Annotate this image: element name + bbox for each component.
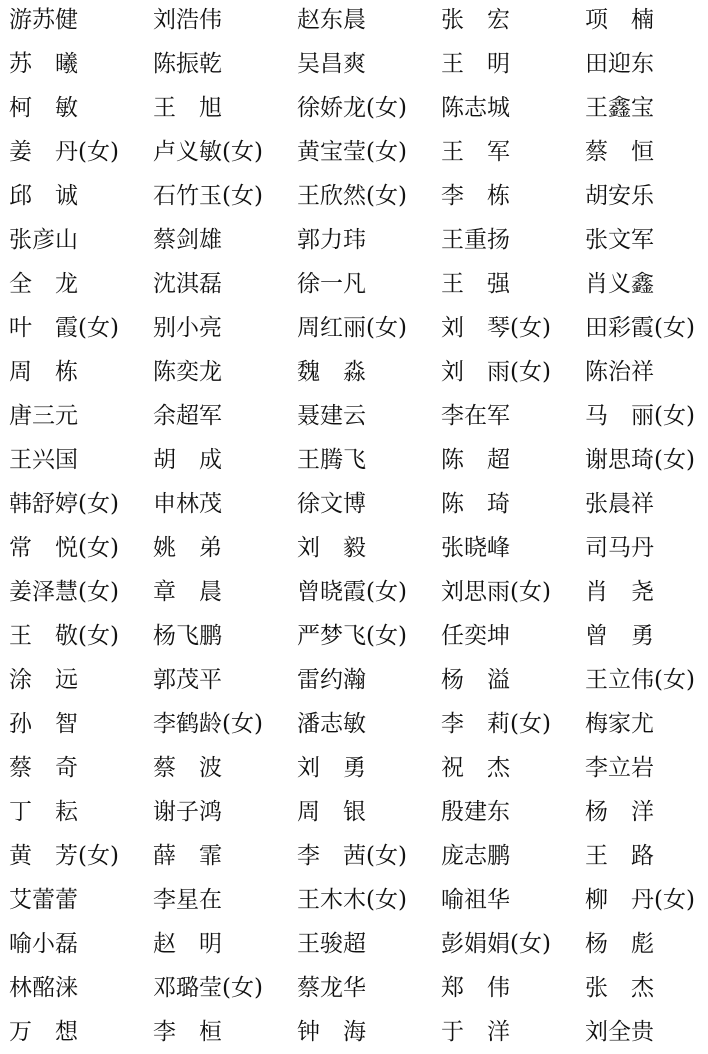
- name-entry: 刘思雨(女): [441, 579, 551, 605]
- name-row: [0, 922, 708, 966]
- name-row: [0, 1010, 708, 1054]
- name-entry: 杨 彪: [585, 931, 654, 957]
- name-entry: 王 旭: [153, 95, 222, 121]
- name-entry: 石竹玉(女): [153, 183, 263, 209]
- name-entry: 杨 溢: [441, 667, 510, 693]
- name-entry: 蔡 奇: [9, 755, 78, 781]
- name-entry: 胡 成: [153, 447, 222, 473]
- name-entry: 周 栋: [9, 359, 78, 385]
- name-entry: 徐文博: [297, 491, 366, 517]
- name-row: [0, 86, 708, 130]
- name-entry: 蔡龙华: [297, 975, 366, 1001]
- name-entry: 赵东晨: [297, 7, 366, 33]
- name-row: [0, 614, 708, 658]
- name-entry: 任奕坤: [441, 623, 510, 649]
- name-entry: 王木木(女): [297, 887, 407, 913]
- name-row: [0, 834, 708, 878]
- name-entry: 李立岩: [585, 755, 654, 781]
- name-entry: 张文军: [585, 227, 654, 253]
- name-entry: 钟 海: [297, 1019, 366, 1045]
- name-entry: 郑 伟: [441, 975, 510, 1001]
- name-entry: 王欣然(女): [297, 183, 407, 209]
- name-entry: 聂建云: [297, 403, 366, 429]
- name-entry: 庞志鹏: [441, 843, 510, 869]
- name-entry: 徐一凡: [297, 271, 366, 297]
- name-row: [0, 350, 708, 394]
- name-entry: 蔡剑雄: [153, 227, 222, 253]
- name-entry: 刘 毅: [297, 535, 366, 561]
- name-entry: 于 洋: [441, 1019, 510, 1045]
- name-entry: 杨 洋: [585, 799, 654, 825]
- name-row: [0, 42, 708, 86]
- name-entry: 彭娟娟(女): [441, 931, 551, 957]
- name-entry: 郭力玮: [297, 227, 366, 253]
- name-entry: 韩舒婷(女): [9, 491, 119, 517]
- name-entry: 潘志敏: [297, 711, 366, 737]
- name-entry: 祝 杰: [441, 755, 510, 781]
- name-row: [0, 306, 708, 350]
- name-entry: 蔡 恒: [585, 139, 654, 165]
- name-entry: 徐娇龙(女): [297, 95, 407, 121]
- name-entry: 张晓峰: [441, 535, 510, 561]
- name-entry: 林酩涞: [9, 975, 78, 1001]
- name-entry: 苏 曦: [9, 51, 78, 77]
- name-entry: 卢义敏(女): [153, 139, 263, 165]
- name-row: [0, 526, 708, 570]
- name-entry: 陈志城: [441, 95, 510, 121]
- name-entry: 谢思琦(女): [585, 447, 695, 473]
- name-entry: 张彦山: [9, 227, 78, 253]
- name-entry: 艾蕾蕾: [9, 887, 78, 913]
- name-entry: 肖 尧: [585, 579, 654, 605]
- name-entry: 姚 弟: [153, 535, 222, 561]
- name-entry: 刘浩伟: [153, 7, 222, 33]
- name-row: [0, 174, 708, 218]
- name-entry: 李鹤龄(女): [153, 711, 263, 737]
- name-row: [0, 262, 708, 306]
- name-row: [0, 218, 708, 262]
- name-entry: 严梦飞(女): [297, 623, 407, 649]
- name-entry: 谢子鸿: [153, 799, 222, 825]
- name-entry: 张 杰: [585, 975, 654, 1001]
- name-entry: 陈振乾: [153, 51, 222, 77]
- name-entry: 李在军: [441, 403, 510, 429]
- name-entry: 司马丹: [585, 535, 654, 561]
- name-entry: 王兴国: [9, 447, 78, 473]
- name-entry: 王鑫宝: [585, 95, 654, 121]
- name-entry: 王骏超: [297, 931, 366, 957]
- name-entry: 叶 霞(女): [9, 315, 119, 341]
- name-entry: 蔡 波: [153, 755, 222, 781]
- name-entry: 王 敬(女): [9, 623, 119, 649]
- name-entry: 曾 勇: [585, 623, 654, 649]
- name-row: [0, 702, 708, 746]
- name-entry: 胡安乐: [585, 183, 654, 209]
- name-entry: 肖义鑫: [585, 271, 654, 297]
- name-entry: 王重扬: [441, 227, 510, 253]
- name-entry: 赵 明: [153, 931, 222, 957]
- name-entry: 柯 敏: [9, 95, 78, 121]
- name-row: [0, 394, 708, 438]
- name-row: [0, 966, 708, 1010]
- name-row: [0, 746, 708, 790]
- name-entry: 周 银: [297, 799, 366, 825]
- name-entry: 万 想: [9, 1019, 78, 1045]
- name-entry: 吴昌爽: [297, 51, 366, 77]
- name-entry: 杨飞鹏: [153, 623, 222, 649]
- name-entry: 李星在: [153, 887, 222, 913]
- name-row: [0, 438, 708, 482]
- name-entry: 别小亮: [153, 315, 222, 341]
- name-entry: 田彩霞(女): [585, 315, 695, 341]
- name-entry: 柳 丹(女): [585, 887, 695, 913]
- name-row: [0, 0, 708, 42]
- name-entry: 薛 霏: [153, 843, 222, 869]
- name-entry: 李 莉(女): [441, 711, 551, 737]
- name-entry: 马 丽(女): [585, 403, 695, 429]
- name-row: [0, 790, 708, 834]
- name-entry: 张 宏: [441, 7, 510, 33]
- name-entry: 黄宝莹(女): [297, 139, 407, 165]
- name-entry: 游苏健: [9, 7, 78, 33]
- name-row: [0, 482, 708, 526]
- name-entry: 殷建东: [441, 799, 510, 825]
- name-entry: 田迎东: [585, 51, 654, 77]
- name-row: [0, 658, 708, 702]
- name-entry: 余超军: [153, 403, 222, 429]
- name-entry: 郭茂平: [153, 667, 222, 693]
- name-entry: 王 明: [441, 51, 510, 77]
- name-entry: 王 路: [585, 843, 654, 869]
- name-row: [0, 130, 708, 174]
- name-entry: 沈淇磊: [153, 271, 222, 297]
- name-entry: 雷约瀚: [297, 667, 366, 693]
- name-entry: 申林茂: [153, 491, 222, 517]
- name-entry: 刘 琴(女): [441, 315, 551, 341]
- name-entry: 孙 智: [9, 711, 78, 737]
- name-entry: 王腾飞: [297, 447, 366, 473]
- name-entry: 常 悦(女): [9, 535, 119, 561]
- name-entry: 涂 远: [9, 667, 78, 693]
- name-entry: 章 晨: [153, 579, 222, 605]
- name-entry: 王立伟(女): [585, 667, 695, 693]
- name-entry: 刘 雨(女): [441, 359, 551, 385]
- name-entry: 刘全贵: [585, 1019, 654, 1045]
- name-entry: 陈奕龙: [153, 359, 222, 385]
- name-entry: 陈 琦: [441, 491, 510, 517]
- name-entry: 喻祖华: [441, 887, 510, 913]
- name-entry: 丁 耘: [9, 799, 78, 825]
- name-row: [0, 570, 708, 614]
- name-entry: 黄 芳(女): [9, 843, 119, 869]
- name-entry: 王 军: [441, 139, 510, 165]
- name-entry: 张晨祥: [585, 491, 654, 517]
- name-entry: 周红丽(女): [297, 315, 407, 341]
- name-entry: 唐三元: [9, 403, 78, 429]
- name-entry: 魏 淼: [297, 359, 366, 385]
- name-entry: 陈治祥: [585, 359, 654, 385]
- name-entry: 王 强: [441, 271, 510, 297]
- name-entry: 李 茜(女): [297, 843, 407, 869]
- name-entry: 李 栋: [441, 183, 510, 209]
- name-entry: 李 桓: [153, 1019, 222, 1045]
- name-entry: 姜泽慧(女): [9, 579, 119, 605]
- name-entry: 邱 诚: [9, 183, 78, 209]
- name-entry: 曾晓霞(女): [297, 579, 407, 605]
- name-entry: 刘 勇: [297, 755, 366, 781]
- name-entry: 邓璐莹(女): [153, 975, 263, 1001]
- name-entry: 梅家尤: [585, 711, 654, 737]
- name-entry: 项 楠: [585, 7, 654, 33]
- name-entry: 全 龙: [9, 271, 78, 297]
- name-entry: 陈 超: [441, 447, 510, 473]
- name-row: [0, 878, 708, 922]
- name-entry: 喻小磊: [9, 931, 78, 957]
- name-entry: 姜 丹(女): [9, 139, 119, 165]
